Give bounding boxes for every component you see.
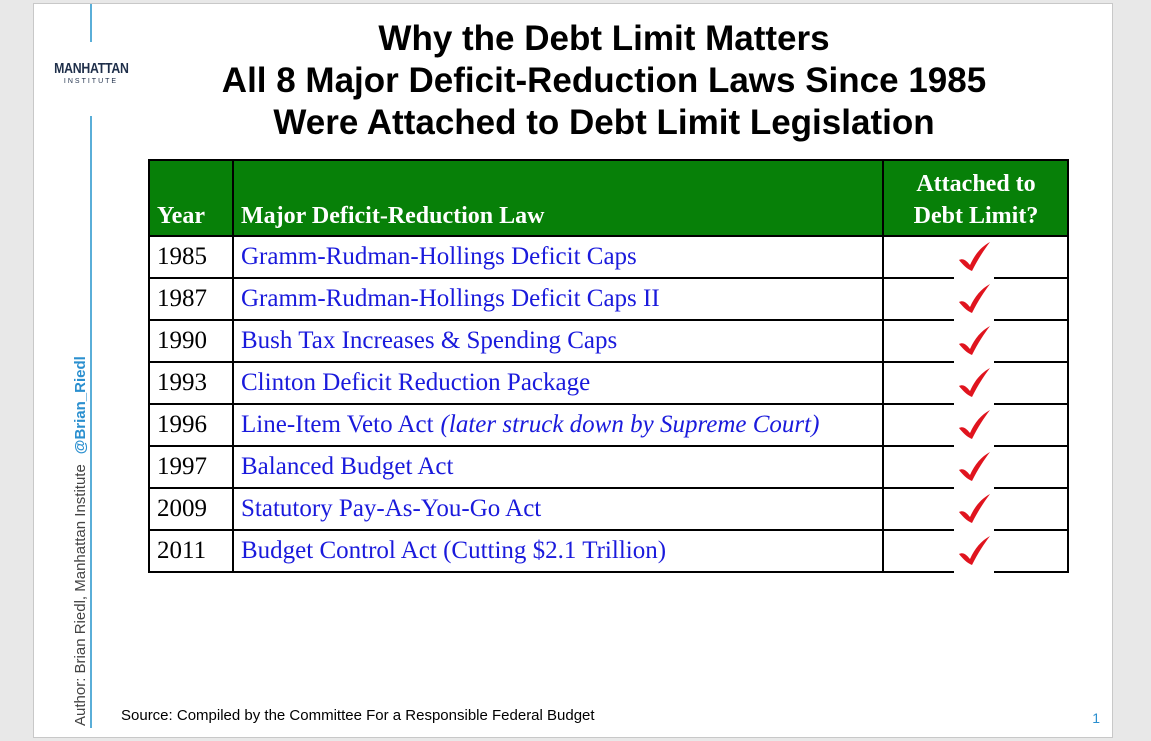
row-law	[233, 488, 883, 530]
law-name: Balanced Budget Act	[241, 453, 454, 480]
table-row	[149, 278, 1068, 320]
table-row	[149, 404, 1068, 446]
row-year: 1987	[149, 278, 233, 320]
twitter-handle: @Brian_Riedl	[72, 356, 89, 455]
title-line-2: All 8 Major Deficit-Reduction Laws Since 1985	[221, 61, 987, 100]
table-row	[149, 530, 1068, 572]
row-year: 1993	[149, 362, 233, 404]
law-name: Clinton Deficit Reduction Package	[241, 369, 591, 396]
header-attached-line-1: Attached to	[916, 171, 1036, 197]
row-year: 2009	[149, 488, 233, 530]
title-line-1: Why the Debt Limit Matters	[378, 19, 830, 58]
row-year: 1997	[149, 446, 233, 488]
header-attached-line-2: Debt Limit?	[913, 203, 1039, 229]
row-attached	[883, 488, 1068, 530]
page-number: 1	[1092, 710, 1100, 726]
checkmark-icon	[954, 449, 994, 489]
row-law	[233, 530, 883, 572]
row-attached	[883, 362, 1068, 404]
law-name: Gramm-Rudman-Hollings Deficit Caps II	[241, 285, 660, 312]
checkmark-icon	[954, 281, 994, 321]
checkmark-icon	[954, 365, 994, 405]
row-law	[233, 362, 883, 404]
title-line-3: Were Attached to Debt Limit Legislation	[273, 103, 935, 142]
row-attached	[883, 404, 1068, 446]
row-attached	[883, 236, 1068, 278]
row-law	[233, 404, 883, 446]
law-note: (later struck down by Supreme Court)	[440, 411, 820, 438]
table-row	[149, 362, 1068, 404]
checkmark-icon	[954, 533, 994, 573]
table-body	[149, 236, 1068, 572]
row-year: 1990	[149, 320, 233, 362]
table-header-row	[149, 160, 1068, 236]
checkmark-icon	[954, 407, 994, 447]
author-note	[72, 356, 89, 726]
table-row	[149, 320, 1068, 362]
page-title	[154, 18, 1054, 144]
header-year: Year	[149, 160, 233, 236]
row-law	[233, 446, 883, 488]
law-name: Bush Tax Increases & Spending Caps	[241, 327, 618, 354]
law-name: Line-Item Veto Act	[241, 411, 434, 438]
row-attached	[883, 278, 1068, 320]
header-attached	[883, 160, 1068, 236]
table-row	[149, 446, 1068, 488]
author-credit: Author: Brian Riedl, Manhattan Institute	[72, 464, 89, 726]
law-name: Budget Control Act (Cutting $2.1 Trillion)	[241, 537, 667, 564]
row-attached	[883, 320, 1068, 362]
row-law	[233, 320, 883, 362]
row-law	[233, 278, 883, 320]
table-row	[149, 236, 1068, 278]
accent-line-bottom	[90, 116, 92, 728]
logo-name: MANHATTAN	[54, 60, 129, 77]
row-attached	[883, 446, 1068, 488]
slide	[33, 3, 1113, 738]
row-law	[233, 236, 883, 278]
law-name: Statutory Pay-As-You-Go Act	[241, 495, 542, 522]
row-attached	[883, 530, 1068, 572]
source-note: Source: Compiled by the Committee For a Responsible Federal Budget	[121, 707, 595, 724]
accent-line-top	[90, 4, 92, 42]
row-year: 1996	[149, 404, 233, 446]
manhattan-institute-logo	[46, 60, 136, 85]
row-year: 1985	[149, 236, 233, 278]
checkmark-icon	[954, 239, 994, 279]
header-law: Major Deficit-Reduction Law	[233, 160, 883, 236]
law-name: Gramm-Rudman-Hollings Deficit Caps	[241, 243, 637, 270]
deficit-laws-table	[148, 159, 1069, 573]
table-row	[149, 488, 1068, 530]
checkmark-icon	[954, 491, 994, 531]
checkmark-icon	[954, 323, 994, 363]
row-year: 2011	[149, 530, 233, 572]
logo-subtitle: INSTITUTE	[63, 78, 119, 85]
